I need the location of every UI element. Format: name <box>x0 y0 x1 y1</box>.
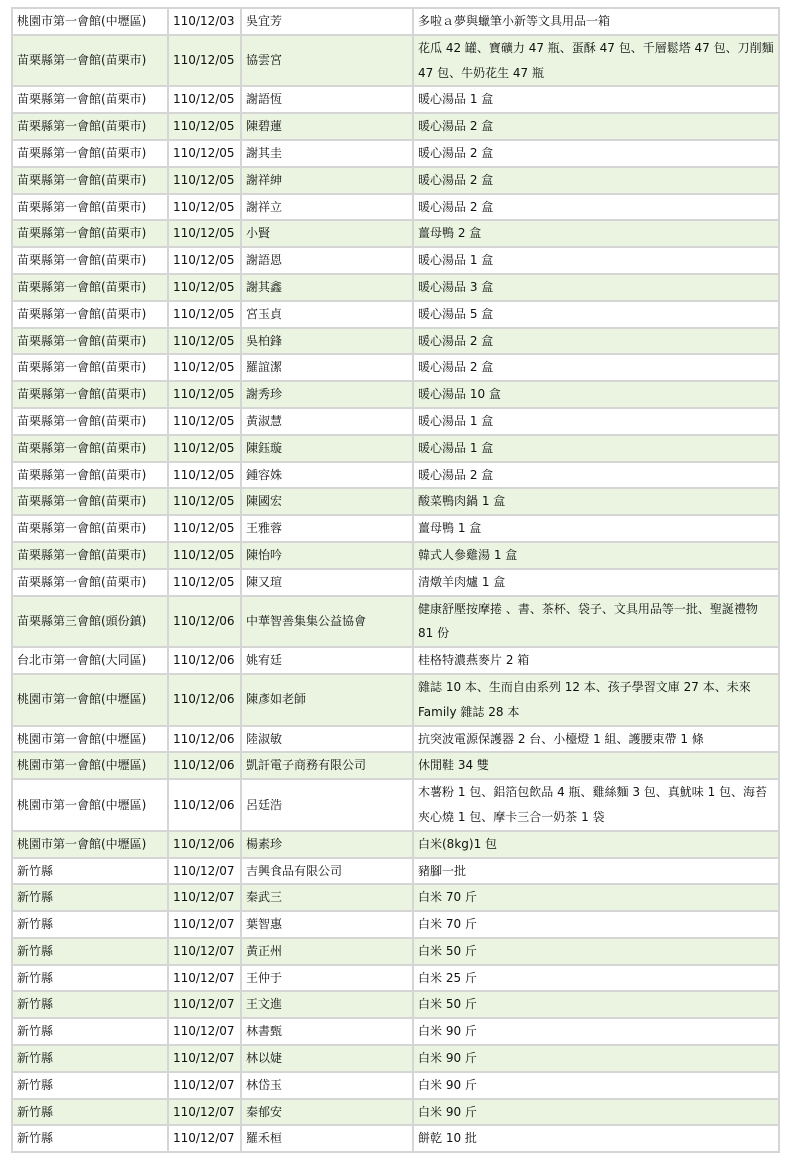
table-row <box>12 194 779 221</box>
donated-items-cell: 暖心湯品 2 盒 <box>413 462 779 489</box>
date-cell: 110/12/07 <box>168 1072 241 1099</box>
donated-items-cell: 白米 50 斤 <box>413 938 779 965</box>
donor-cell: 謝其鑫 <box>241 274 413 301</box>
donated-items-cell: 健康舒壓按摩捲 、書、茶杯、袋子、文具用品等一批、聖誕禮物 81 份 <box>413 596 779 648</box>
date-cell: 110/12/06 <box>168 779 241 831</box>
branch-cell: 苗栗縣第一會館(苗栗市) <box>12 247 168 274</box>
table-row <box>12 1045 779 1072</box>
branch-cell: 苗栗縣第一會館(苗栗市) <box>12 167 168 194</box>
donation-table-body <box>12 8 779 1152</box>
donor-cell: 王仲于 <box>241 965 413 992</box>
donated-items-cell: 暖心湯品 10 盒 <box>413 381 779 408</box>
branch-cell: 桃園市第一會館(中壢區) <box>12 8 168 35</box>
donation-table <box>11 7 780 1153</box>
table-row <box>12 1018 779 1045</box>
branch-cell: 新竹縣 <box>12 965 168 992</box>
date-cell: 110/12/05 <box>168 167 241 194</box>
table-row <box>12 328 779 355</box>
donated-items-cell: 暖心湯品 1 盒 <box>413 435 779 462</box>
date-cell: 110/12/06 <box>168 752 241 779</box>
donor-cell: 秦郁安 <box>241 1099 413 1126</box>
date-cell: 110/12/06 <box>168 674 241 726</box>
donor-cell: 葉智惠 <box>241 911 413 938</box>
donor-cell: 凱訐電子商務有限公司 <box>241 752 413 779</box>
date-cell: 110/12/07 <box>168 1099 241 1126</box>
donated-items-cell: 白米 90 斤 <box>413 1018 779 1045</box>
donated-items-cell: 白米 90 斤 <box>413 1045 779 1072</box>
donated-items-cell: 暖心湯品 5 盒 <box>413 301 779 328</box>
table-row <box>12 542 779 569</box>
donated-items-cell: 白米 25 斤 <box>413 965 779 992</box>
branch-cell: 苗栗縣第一會館(苗栗市) <box>12 35 168 87</box>
donor-cell: 姚宥廷 <box>241 647 413 674</box>
donor-cell: 吉興食品有限公司 <box>241 858 413 885</box>
table-row <box>12 381 779 408</box>
donor-cell: 羅誼潔 <box>241 354 413 381</box>
donor-cell: 陳鈺璇 <box>241 435 413 462</box>
branch-cell: 苗栗縣第一會館(苗栗市) <box>12 220 168 247</box>
branch-cell: 桃園市第一會館(中壢區) <box>12 674 168 726</box>
branch-cell: 新竹縣 <box>12 1099 168 1126</box>
donation-list <box>11 7 778 1153</box>
date-cell: 110/12/06 <box>168 831 241 858</box>
table-row <box>12 301 779 328</box>
branch-cell: 桃園市第一會館(中壢區) <box>12 779 168 831</box>
table-row <box>12 596 779 648</box>
table-row <box>12 86 779 113</box>
table-row <box>12 435 779 462</box>
donated-items-cell: 暖心湯品 1 盒 <box>413 247 779 274</box>
branch-cell: 新竹縣 <box>12 1045 168 1072</box>
donated-items-cell: 韓式人參雞湯 1 盒 <box>413 542 779 569</box>
date-cell: 110/12/05 <box>168 113 241 140</box>
donor-cell: 黃淑慧 <box>241 408 413 435</box>
date-cell: 110/12/05 <box>168 542 241 569</box>
date-cell: 110/12/05 <box>168 328 241 355</box>
branch-cell: 新竹縣 <box>12 938 168 965</box>
donor-cell: 謝秀珍 <box>241 381 413 408</box>
branch-cell: 苗栗縣第一會館(苗栗市) <box>12 140 168 167</box>
table-row <box>12 1099 779 1126</box>
table-row <box>12 488 779 515</box>
donor-cell: 小賢 <box>241 220 413 247</box>
branch-cell: 新竹縣 <box>12 1018 168 1045</box>
date-cell: 110/12/06 <box>168 596 241 648</box>
donor-cell: 陳國宏 <box>241 488 413 515</box>
date-cell: 110/12/03 <box>168 8 241 35</box>
date-cell: 110/12/05 <box>168 488 241 515</box>
branch-cell: 桃園市第一會館(中壢區) <box>12 831 168 858</box>
date-cell: 110/12/05 <box>168 408 241 435</box>
table-row <box>12 779 779 831</box>
donor-cell: 呂廷浩 <box>241 779 413 831</box>
donor-cell: 協雲宮 <box>241 35 413 87</box>
table-row <box>12 647 779 674</box>
donated-items-cell: 薑母鴨 2 盒 <box>413 220 779 247</box>
donor-cell: 謝語恆 <box>241 86 413 113</box>
donor-cell: 吳宜芳 <box>241 8 413 35</box>
donated-items-cell: 清燉羊肉爐 1 盒 <box>413 569 779 596</box>
donated-items-cell: 暖心湯品 3 盒 <box>413 274 779 301</box>
donor-cell: 陳碧蓮 <box>241 113 413 140</box>
donated-items-cell: 暖心湯品 2 盒 <box>413 354 779 381</box>
donor-cell: 林岱玉 <box>241 1072 413 1099</box>
table-row <box>12 8 779 35</box>
donated-items-cell: 酸菜鴨肉鍋 1 盒 <box>413 488 779 515</box>
date-cell: 110/12/07 <box>168 1125 241 1152</box>
branch-cell: 苗栗縣第一會館(苗栗市) <box>12 515 168 542</box>
date-cell: 110/12/05 <box>168 569 241 596</box>
table-row <box>12 167 779 194</box>
date-cell: 110/12/05 <box>168 515 241 542</box>
table-row <box>12 113 779 140</box>
date-cell: 110/12/05 <box>168 301 241 328</box>
branch-cell: 苗栗縣第一會館(苗栗市) <box>12 542 168 569</box>
donor-cell: 吳柏鋒 <box>241 328 413 355</box>
table-row <box>12 274 779 301</box>
table-row <box>12 858 779 885</box>
date-cell: 110/12/05 <box>168 35 241 87</box>
branch-cell: 苗栗縣第三會館(頭份鎮) <box>12 596 168 648</box>
table-row <box>12 569 779 596</box>
branch-cell: 苗栗縣第一會館(苗栗市) <box>12 274 168 301</box>
date-cell: 110/12/05 <box>168 274 241 301</box>
branch-cell: 台北市第一會館(大同區) <box>12 647 168 674</box>
date-cell: 110/12/07 <box>168 884 241 911</box>
branch-cell: 新竹縣 <box>12 884 168 911</box>
table-row <box>12 884 779 911</box>
donated-items-cell: 白米 90 斤 <box>413 1099 779 1126</box>
branch-cell: 新竹縣 <box>12 858 168 885</box>
donor-cell: 林書甄 <box>241 1018 413 1045</box>
donated-items-cell: 休閒鞋 34 雙 <box>413 752 779 779</box>
donor-cell: 黃正州 <box>241 938 413 965</box>
date-cell: 110/12/06 <box>168 726 241 753</box>
branch-cell: 苗栗縣第一會館(苗栗市) <box>12 86 168 113</box>
donor-cell: 謝其圭 <box>241 140 413 167</box>
branch-cell: 新竹縣 <box>12 1125 168 1152</box>
donated-items-cell: 薑母鴨 1 盒 <box>413 515 779 542</box>
table-row <box>12 1072 779 1099</box>
table-row <box>12 247 779 274</box>
donor-cell: 楊素珍 <box>241 831 413 858</box>
donated-items-cell: 花瓜 42 罐、寶礦力 47 瓶、蛋酥 47 包、千層鬆塔 47 包、刀削麵 47 包、牛奶花生 47 瓶 <box>413 35 779 87</box>
donor-cell: 謝祥紳 <box>241 167 413 194</box>
table-row <box>12 220 779 247</box>
branch-cell: 苗栗縣第一會館(苗栗市) <box>12 569 168 596</box>
donated-items-cell: 桂格特濃燕麥片 2 箱 <box>413 647 779 674</box>
date-cell: 110/12/05 <box>168 86 241 113</box>
donated-items-cell: 暖心湯品 2 盒 <box>413 140 779 167</box>
branch-cell: 苗栗縣第一會館(苗栗市) <box>12 408 168 435</box>
donated-items-cell: 暖心湯品 2 盒 <box>413 328 779 355</box>
table-row <box>12 140 779 167</box>
branch-cell: 桃園市第一會館(中壢區) <box>12 726 168 753</box>
date-cell: 110/12/05 <box>168 435 241 462</box>
donor-cell: 陳彥如老師 <box>241 674 413 726</box>
donated-items-cell: 暖心湯品 1 盒 <box>413 408 779 435</box>
donated-items-cell: 白米 90 斤 <box>413 1072 779 1099</box>
table-row <box>12 462 779 489</box>
branch-cell: 新竹縣 <box>12 911 168 938</box>
branch-cell: 新竹縣 <box>12 1072 168 1099</box>
donor-cell: 中華智善集集公益協會 <box>241 596 413 648</box>
donated-items-cell: 餅乾 10 批 <box>413 1125 779 1152</box>
donor-cell: 林以婕 <box>241 1045 413 1072</box>
donated-items-cell: 白米 70 斤 <box>413 884 779 911</box>
date-cell: 110/12/07 <box>168 1018 241 1045</box>
date-cell: 110/12/07 <box>168 991 241 1018</box>
donated-items-cell: 暖心湯品 2 盒 <box>413 194 779 221</box>
donor-cell: 王文進 <box>241 991 413 1018</box>
table-row <box>12 354 779 381</box>
donated-items-cell: 暖心湯品 1 盒 <box>413 86 779 113</box>
donor-cell: 陳怡吟 <box>241 542 413 569</box>
donated-items-cell: 白米 50 斤 <box>413 991 779 1018</box>
donated-items-cell: 暖心湯品 2 盒 <box>413 113 779 140</box>
table-row <box>12 831 779 858</box>
donor-cell: 謝祥立 <box>241 194 413 221</box>
table-row <box>12 674 779 726</box>
branch-cell: 苗栗縣第一會館(苗栗市) <box>12 435 168 462</box>
date-cell: 110/12/05 <box>168 220 241 247</box>
branch-cell: 苗栗縣第一會館(苗栗市) <box>12 113 168 140</box>
donor-cell: 羅禾桓 <box>241 1125 413 1152</box>
date-cell: 110/12/07 <box>168 911 241 938</box>
branch-cell: 苗栗縣第一會館(苗栗市) <box>12 194 168 221</box>
donor-cell: 宮玉貞 <box>241 301 413 328</box>
branch-cell: 苗栗縣第一會館(苗栗市) <box>12 488 168 515</box>
table-row <box>12 515 779 542</box>
table-row <box>12 1125 779 1152</box>
branch-cell: 桃園市第一會館(中壢區) <box>12 752 168 779</box>
branch-cell: 苗栗縣第一會館(苗栗市) <box>12 462 168 489</box>
donated-items-cell: 多啦ａ夢與蠟筆小新等文具用品一箱 <box>413 8 779 35</box>
date-cell: 110/12/07 <box>168 965 241 992</box>
donor-cell: 陳又瑄 <box>241 569 413 596</box>
table-row <box>12 752 779 779</box>
date-cell: 110/12/06 <box>168 647 241 674</box>
branch-cell: 新竹縣 <box>12 991 168 1018</box>
donated-items-cell: 木薯粉 1 包、鋁箔包飲品 4 瓶、雞絲麵 3 包、真魷味 1 包、海苔夾心燒 1 包、摩卡三合一奶茶 1 袋 <box>413 779 779 831</box>
donated-items-cell: 白米(8kg)1 包 <box>413 831 779 858</box>
date-cell: 110/12/07 <box>168 938 241 965</box>
branch-cell: 苗栗縣第一會館(苗栗市) <box>12 354 168 381</box>
donor-cell: 王雅蓉 <box>241 515 413 542</box>
branch-cell: 苗栗縣第一會館(苗栗市) <box>12 328 168 355</box>
table-row <box>12 408 779 435</box>
donor-cell: 秦武三 <box>241 884 413 911</box>
date-cell: 110/12/05 <box>168 140 241 167</box>
table-row <box>12 991 779 1018</box>
table-row <box>12 726 779 753</box>
date-cell: 110/12/05 <box>168 247 241 274</box>
donated-items-cell: 抗突波電源保護器 2 台、小檯燈 1 組、護腰束帶 1 條 <box>413 726 779 753</box>
donated-items-cell: 雜誌 10 本、生而自由系列 12 本、孩子學習文庫 27 本、未來 Family 雜誌 28 本 <box>413 674 779 726</box>
donor-cell: 鍾容姝 <box>241 462 413 489</box>
date-cell: 110/12/05 <box>168 462 241 489</box>
date-cell: 110/12/05 <box>168 381 241 408</box>
donated-items-cell: 暖心湯品 2 盒 <box>413 167 779 194</box>
date-cell: 110/12/05 <box>168 354 241 381</box>
table-row <box>12 911 779 938</box>
table-row <box>12 938 779 965</box>
date-cell: 110/12/05 <box>168 194 241 221</box>
date-cell: 110/12/07 <box>168 858 241 885</box>
branch-cell: 苗栗縣第一會館(苗栗市) <box>12 381 168 408</box>
donor-cell: 謝語恩 <box>241 247 413 274</box>
date-cell: 110/12/07 <box>168 1045 241 1072</box>
donor-cell: 陸淑敏 <box>241 726 413 753</box>
donated-items-cell: 豬腳一批 <box>413 858 779 885</box>
table-row <box>12 35 779 87</box>
branch-cell: 苗栗縣第一會館(苗栗市) <box>12 301 168 328</box>
table-row <box>12 965 779 992</box>
donated-items-cell: 白米 70 斤 <box>413 911 779 938</box>
